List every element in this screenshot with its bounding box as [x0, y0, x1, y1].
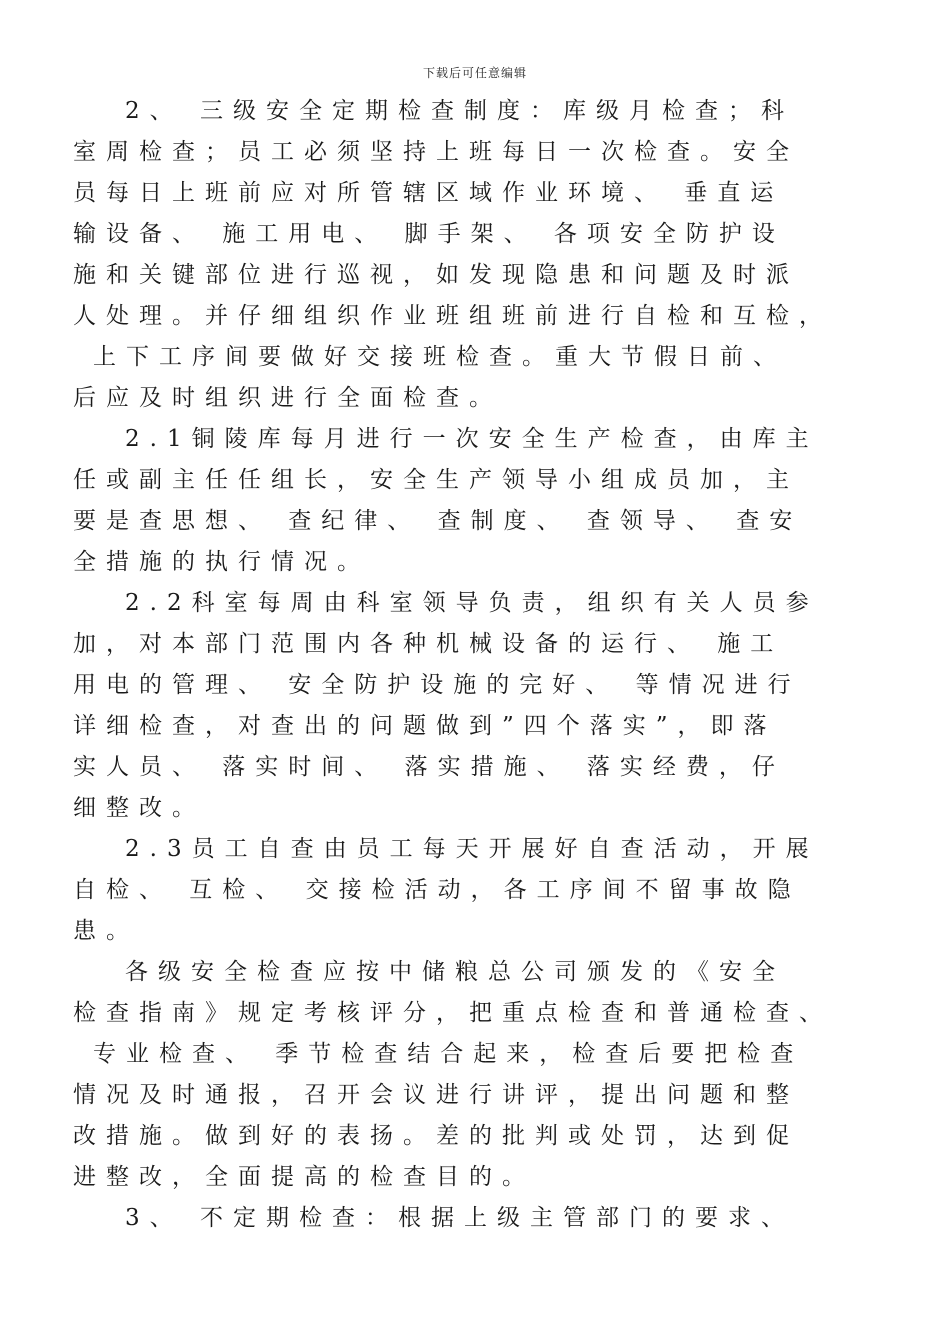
text-line: 要是查思想、 查纪律、 查制度、 查领导、 查安 [73, 508, 803, 534]
text-line: 改措施。做到好的表扬。差的批判或处罚，达到促 [73, 1123, 799, 1149]
text-line: 用电的管理、 安全防护设施的完好、 等情况进行 [73, 672, 801, 698]
text-line: 加，对本部门范围内各种机械设备的运行、 施工 [73, 631, 784, 657]
text-line: 全措施的执行情况。 [73, 549, 370, 575]
text-line: 进整改，全面提高的检查目的。 [73, 1164, 535, 1190]
text-line: 细整改。 [73, 795, 205, 821]
text-line: 施和关键部位进行巡视，如发现隐患和问题及时派 [73, 262, 799, 288]
text-line: 2、 三级安全定期检查制度：库级月检查；科 [125, 98, 794, 124]
text-line: 检查指南》规定考核评分，把重点检查和普通检查、 [73, 1000, 832, 1026]
text-line: 员每日上班前应对所管辖区域作业环境、 垂直运 [73, 180, 784, 206]
text-line: 输设备、 施工用电、 脚手架、 各项安全防护设 [73, 221, 785, 247]
text-line: 3、 不定期检查：根据上级主管部门的要求、 [125, 1205, 794, 1231]
text-line: 情况及时通报，召开会议进行讲评，提出问题和整 [73, 1082, 799, 1108]
text-line: 自检、 互检、 交接检活动，各工序间不留事故隐 [73, 877, 801, 903]
text-line: 2.2科室每周由科室领导负责，组织有关人员参 [125, 590, 819, 616]
text-line: 详细检查，对查出的问题做到”四个落实”，即落 [73, 713, 777, 739]
text-line: 上下工序间要做好交接班检查。重大节假日前、 [93, 344, 786, 370]
text-line: 2.1铜陵库每月进行一次安全生产检查，由库主 [125, 426, 819, 452]
text-line: 专业检查、 季节检查结合起来，检查后要把检查 [93, 1041, 804, 1067]
text-line: 人处理。并仔细组织作业班组班前进行自检和互检， [73, 303, 832, 329]
text-line: 室周检查；员工必须坚持上班每日一次检查。安全 [73, 139, 799, 165]
text-line: 患。 [73, 918, 139, 944]
text-line: 实人员、 落实时间、 落实措施、 落实经费，仔 [73, 754, 785, 780]
page-header: 下载后可任意编辑 [422, 66, 527, 80]
text-line: 各级安全检查应按中储粮总公司颁发的《安全 [125, 959, 785, 985]
text-line: 任或副主任任组长，安全生产领导小组成员加，主 [73, 467, 799, 493]
text-line: 后应及时组织进行全面检查。 [73, 385, 502, 411]
document-body [73, 91, 833, 1239]
text-line: 2.3员工自查由员工每天开展好自查活动，开展 [125, 836, 819, 862]
